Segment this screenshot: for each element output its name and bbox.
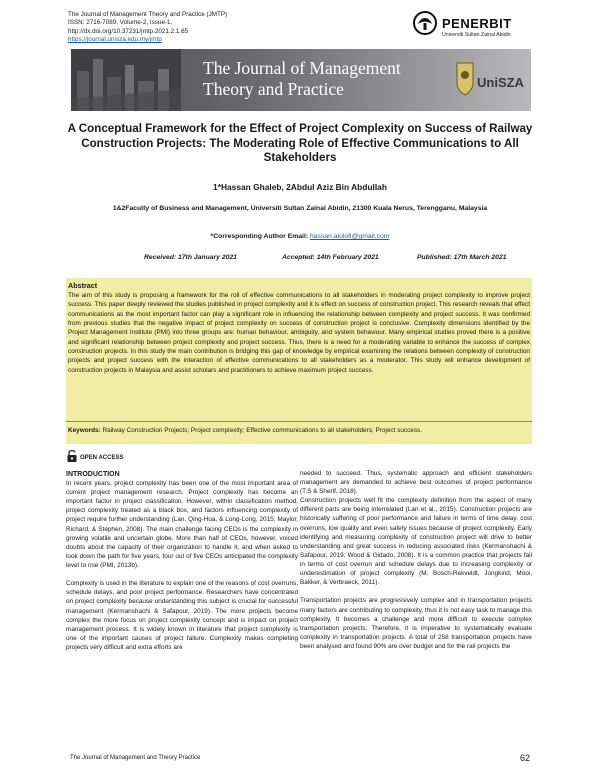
- paper-title: A Conceptual Framework for the Effect of Project Complexity on Success of Railway Construction Projects: The Moderating Role of Effective Communications to All Stakeholders: [67, 122, 533, 165]
- issn-line: ISSN: 2716-7089, Volume-2, Issue-1,: [68, 19, 173, 27]
- journal-url-link[interactable]: https://journal.unisza.edu.my/jmtp: [68, 36, 162, 44]
- right-column: [300, 469, 532, 651]
- unisza-logo-text: UniSZA: [477, 75, 524, 90]
- banner-title: [203, 58, 401, 100]
- banner-title-line1: The Journal of Management: [203, 58, 401, 78]
- keywords: [68, 427, 530, 434]
- journal-name-line: The Journal of Management Theory and Practice (JMTP): [68, 11, 228, 18]
- city-skyline-art: [71, 49, 181, 111]
- page-number: 62: [520, 753, 531, 763]
- intro-paragraph-1: In recent years, project complexity has been one of the most important area of current project management research. Project complexity has become an important factor in project classification. However, within classification method, project complexity treated as a black box, and factors influencing complexity of project require further understanding (Lan, Qing-Hua, & Long-Long, 2015; Maylor, Richard, & Stephen, 2008). The main challenge facing CEOs is the complexity in growing volatile and uncertain globe. More than half of CEOs, however, voiced doubts about the capacity of their organization to handle it, and when asked to look down the path for five years, four out of five CEOs anticipated the complexity level to rise (PMI, 2013b).: [66, 480, 298, 569]
- corresponding-email-link[interactable]: hassan.alolofi@gmail.com: [310, 233, 390, 240]
- right-paragraph-2: Construction projects well fit the complexity definition from the aspect of many different parts are being interrelated (Lan et al., 2015). Construction projects are historically suffering of poor performance and failure in terms of time delay, cost overruns, low quality and even safety issues because of project complexity. Early identifying and measuring complexity of construction project will drive to better understanding and great success in reducing associated risks (Kermanshachi & Safapour, 2019; Wood & Gidado, 2008). It is a common practice that projects fail in terms of cost overrun and schedule delays due to increasing complexity or underestimation of project complexity (M. Bosch-Rekveldt, Jongkind, Mooi, Bakker, & Verbraeck, 2011).: [300, 497, 532, 587]
- left-column: [66, 470, 298, 652]
- paper-authors: 1*Hassan Ghaleb, 2Abdul Aziz Bin Abdullah: [213, 182, 387, 192]
- unisza-crest-icon: [449, 55, 527, 105]
- banner-title-line2: Theory and Practice: [203, 79, 344, 99]
- publisher-name: PENERBIT: [442, 16, 512, 31]
- corresponding-label: *Corresponding Author Email:: [210, 233, 309, 240]
- intro-paragraph-2: Complexity is used in the literature to explain one of the reasons of cost overruns, schedule delays, and poor project performance. Researchers have concentrated on project complexity because understanding this subject is crucial for successful management (Kermanshachi & Safapour, 2019). The more projects become complex the more focus on project complexity concept and is impact on project management process. It is widely known in literature that project complexity is one of the important causes of project failure. Complexity makes completing projects very difficult and extra efforts are: [66, 580, 298, 651]
- keywords-list: Railway Construction Projects; Project complexity; Effective communications to all stakeholders; Project success.: [102, 427, 422, 434]
- publisher-logo: [412, 8, 532, 46]
- penerbit-logo-icon: [412, 10, 438, 36]
- introduction-heading: INTRODUCTION: [66, 471, 120, 478]
- journal-meta: [68, 11, 368, 45]
- keywords-label: Keywords:: [68, 427, 101, 434]
- journal-banner: [71, 49, 531, 111]
- published-date: Published: 17th March 2021: [417, 254, 507, 261]
- accepted-date: Accepted: 14th February 2021: [282, 254, 379, 261]
- footer-journal: The Journal of Management and Theory Practice: [70, 755, 201, 761]
- abstract-text: The aim of this study is proposing a framework for the roll of effective communications to all stakeholders in moderating project complexity to improve project success. This paper deeply reviewed the studies published in project complexity and it is effect on success of construction project. This research reveals that effect communications as the most important factor can play a significant role in influencing the relationship between complexity and project success. It was confirmed from previous studies that the negative impact of project complexity on success of construction project is conclusive. Complexity dimensions identified by the Project Management Institute (PMI) into three groups are: human behaviour, ambiguity, and system behaviour. Many empirical studies proved there is a positive and significant relationship between project complexity and project success. Thus, there is a need for a moderating variable to enhance the success of complex construction projects. In this study the main contribution is bridging this gap of knowledge by empirical examining the relations between complexity of construction projects and project success with the interaction of effective communications to all stakeholders as a moderator. This study will enhance development of construction projects in Malaysia and assist scholars and practitioners to achieve maximum project success.: [68, 292, 530, 374]
- open-access-label: OPEN ACCESS: [80, 455, 124, 461]
- doi-link[interactable]: http://dx.doi.org/10.37231/jmtp.2021.2.1.65: [68, 27, 189, 35]
- author-affiliation: 1&2Faculty of Business and Management, Universiti Sultan Zainal Abidin, 21300 Kuala Nerus, Terengganu, Malaysia: [112, 205, 488, 212]
- right-paragraph-1: needed to succeed. Thus, systematic approach and efficient stakeholders management are demanded to achieve best outcomes of project performance (T.S & Sherif, 2018).: [300, 470, 532, 496]
- abstract-divider: [66, 421, 532, 422]
- corresponding-author: [66, 233, 534, 240]
- received-date: Received: 17th January 2021: [144, 254, 237, 261]
- right-paragraph-3: Transportation projects are progressively complex and in transportation projects many factors are contributing to complexity, thus it is not easy task to manage this complexity. It becomes a challenge and more difficult to execute complex transportation projects. Therefore, it is imperative to systematically evaluate complexity in transportation projects. A total of 258 transportation projects have been analysed and found 90% are over budget and for the rail projects the: [300, 597, 532, 650]
- abstract-heading: Abstract: [68, 281, 98, 290]
- publisher-subtitle: Universiti Sultan Zainal Abidin: [442, 32, 511, 38]
- open-lock-icon: [66, 449, 78, 463]
